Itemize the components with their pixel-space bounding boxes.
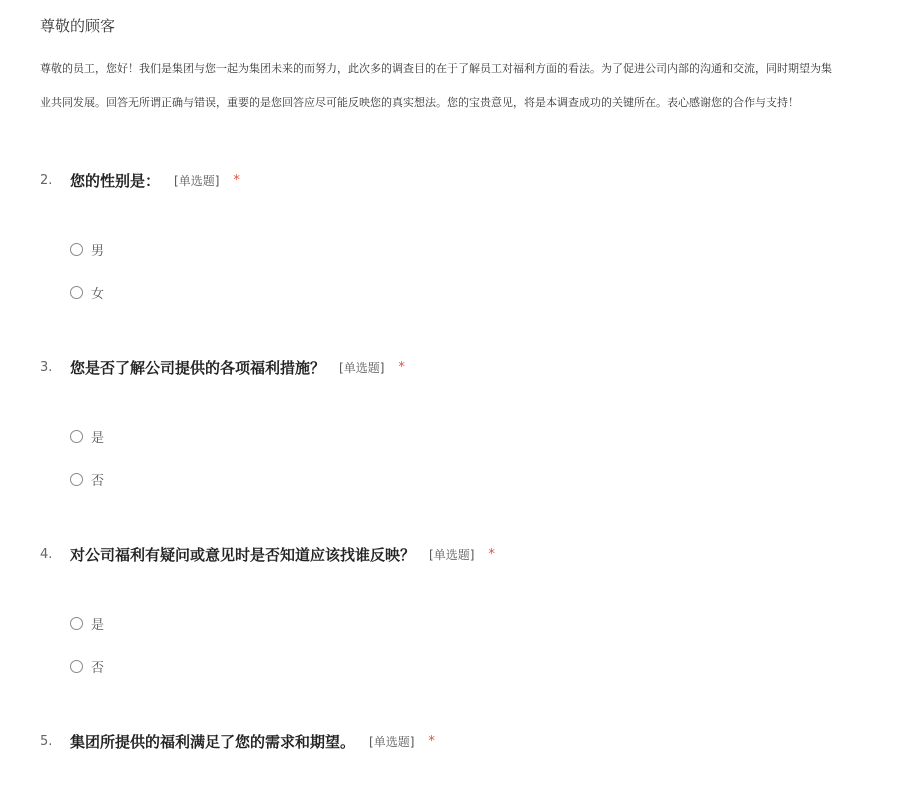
option-label: 否 [91,473,105,489]
question-text: 您的性别是： [70,171,161,190]
intro-text-line-1: 尊敬的员工，您好！我们是集团与您一起为集团未来的而努力，此次多的调查目的在于了解员工对福利方面的看法。为了促进公司内部的沟通和交流，同时期望为集 [40,62,832,75]
option-yes[interactable] [70,426,104,446]
option-label: 男 [91,243,105,259]
question-type-badge: [单选题] [339,360,385,375]
question-number: 5. [40,733,53,749]
option-label: 女 [91,286,105,302]
question-header [40,169,240,191]
question-number: 3. [40,359,53,375]
survey-intro [40,52,892,120]
question-header [40,356,405,378]
question-type-badge: [单选题] [429,547,475,562]
option-no[interactable] [70,656,104,676]
question-text: 对公司福利有疑问或意见时是否知道应该找谁反映？ [70,545,416,564]
option-male[interactable] [70,239,104,259]
required-asterisk: * [428,733,435,749]
option-label: 是 [91,617,105,633]
question-text: 您是否了解公司提供的各项福利措施？ [70,358,326,377]
survey-title: 尊敬的顾客 [40,17,116,35]
required-asterisk: * [233,172,240,188]
question-type-badge: [单选题] [174,173,220,188]
option-label: 是 [91,430,105,446]
radio-button-icon[interactable] [70,430,83,443]
question-number: 4. [40,546,53,562]
question-text: 集团所提供的福利满足了您的需求和期望。 [70,732,356,751]
option-female[interactable] [70,282,104,302]
radio-button-icon[interactable] [70,286,83,299]
intro-text-line-2: 业共同发展。回答无所谓正确与错误，重要的是您回答应尽可能反映您的真实想法。您的宝贵意见，将是本调查成功的关键所在。表心感谢您的合作与支持！ [40,96,799,109]
required-asterisk: * [398,359,405,375]
question-header [40,543,495,565]
required-asterisk: * [488,546,495,562]
question-type-badge: [单选题] [369,734,415,749]
question-number: 2. [40,172,53,188]
option-yes[interactable] [70,613,104,633]
question-header [40,730,435,752]
radio-button-icon[interactable] [70,473,83,486]
option-no[interactable] [70,469,104,489]
radio-button-icon[interactable] [70,660,83,673]
radio-button-icon[interactable] [70,243,83,256]
option-label: 否 [91,660,105,676]
radio-button-icon[interactable] [70,617,83,630]
